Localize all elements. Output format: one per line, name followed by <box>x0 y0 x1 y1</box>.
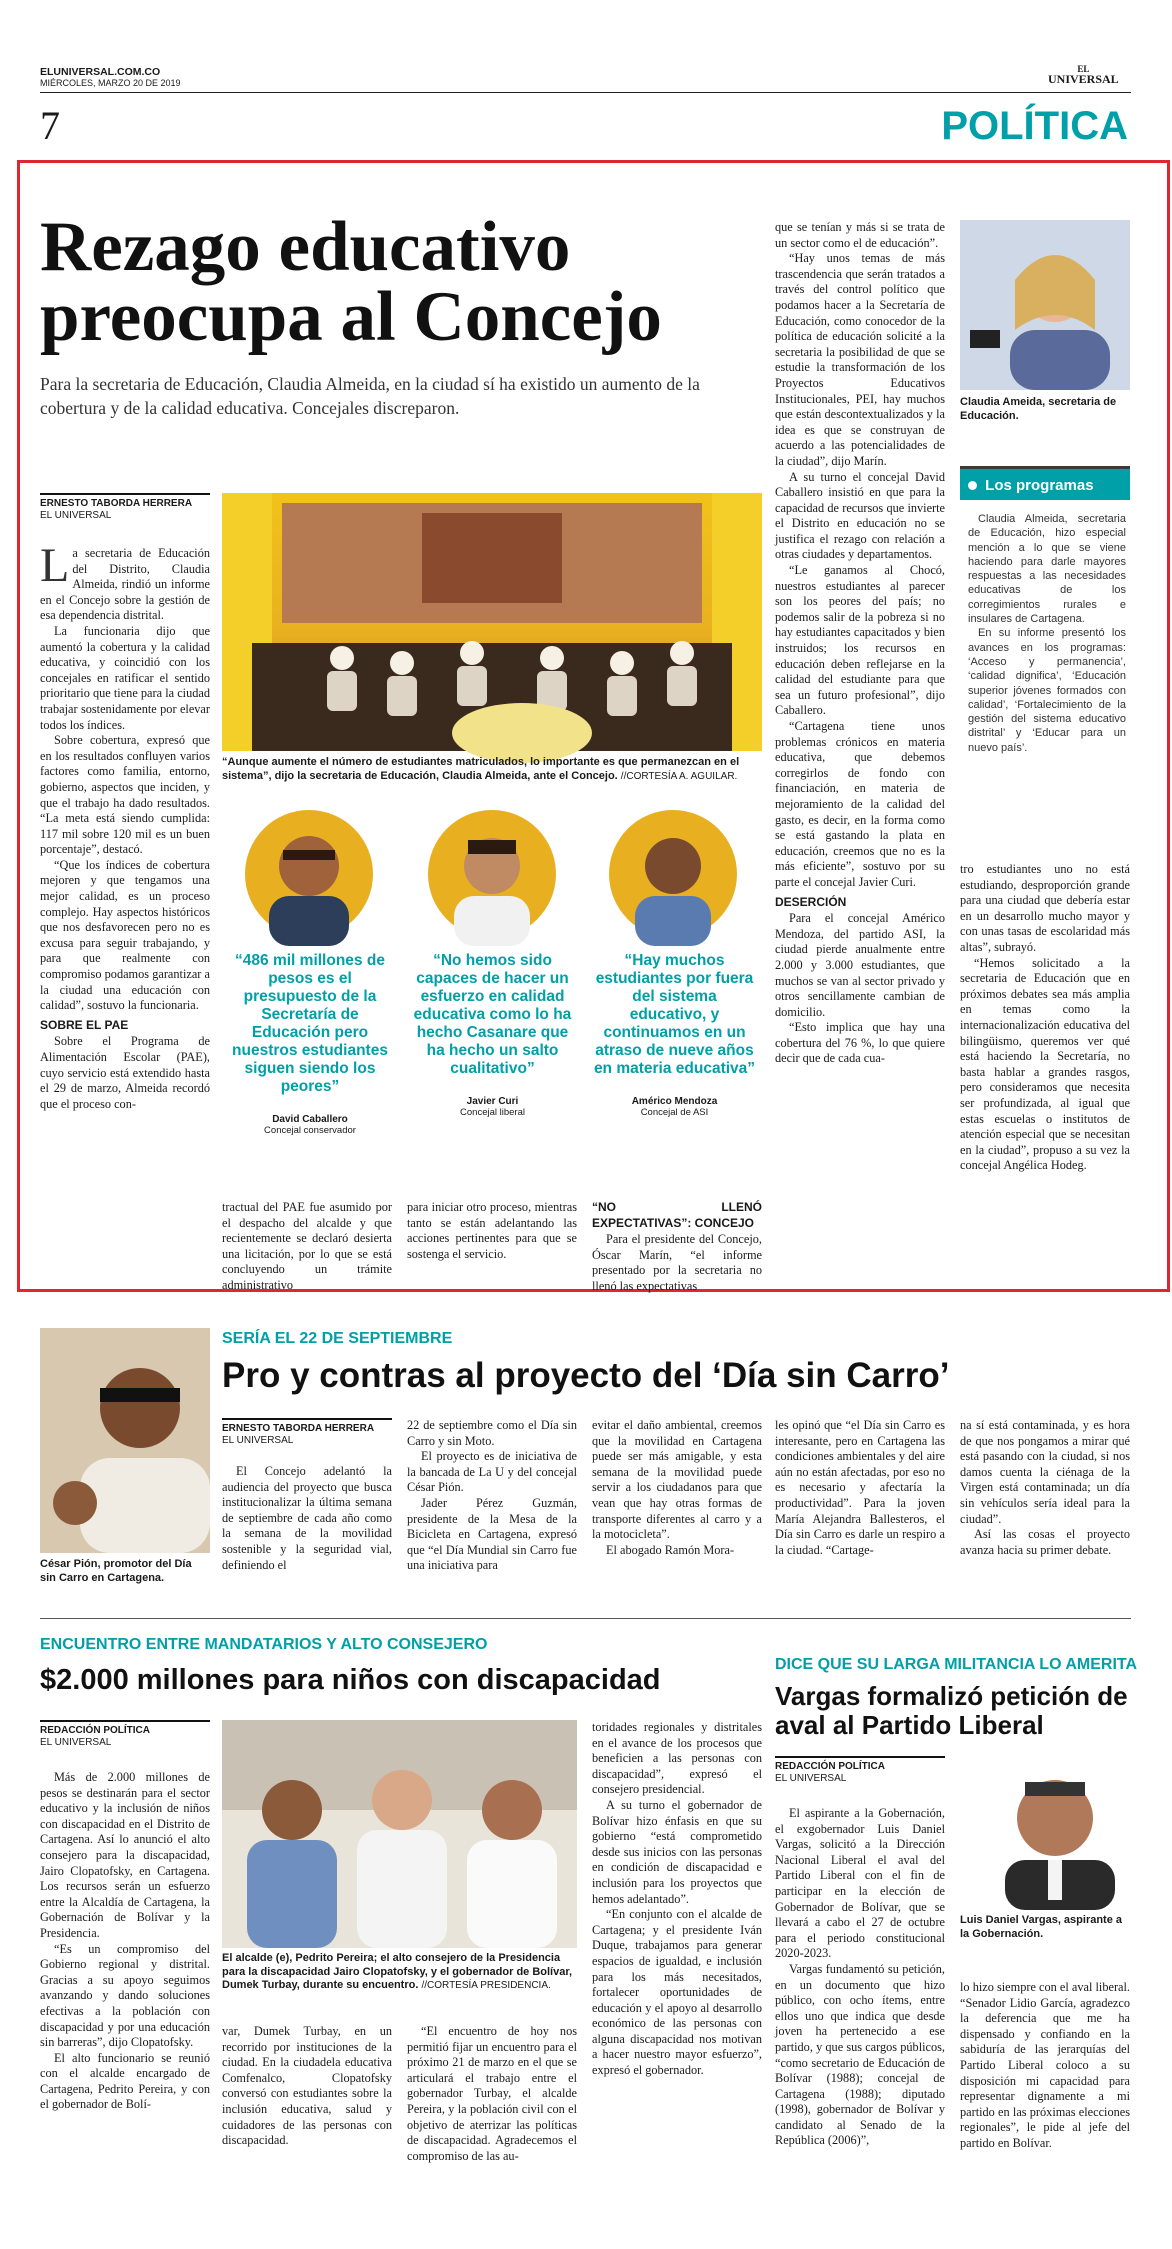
story3-byline <box>40 1720 210 1749</box>
lead-headline <box>40 208 760 356</box>
page-number: 7 <box>40 103 60 148</box>
officials-illustration <box>222 1720 577 1948</box>
portrait-curi <box>428 810 556 938</box>
programs-box-header <box>960 466 1130 500</box>
story4-kicker: DICE QUE SU LARGA MILITANCIA LO AMERITA <box>775 1656 1138 1673</box>
story3-kicker: ENCUENTRO ENTRE MANDATARIOS Y ALTO CONSEJERO <box>40 1636 488 1653</box>
issue-date: MIÉRCOLES, MARZO 20 DE 2019 <box>40 78 181 88</box>
paragraph: tractual del PAE fue asumido por el despacho del alcalde y que recientemente se declaró desierta una licitación, por lo que se está concluyendo un trámite administrativo <box>222 1200 392 1292</box>
paragraph: Jader Pérez Guzmán, presidente de la Mesa de la Bicicleta en Cartagena, expresó que “el Día Mundial sin Carro fue una iniciativa para <box>407 1495 577 1573</box>
lead-col4 <box>592 1200 762 1293</box>
quote-name: Javier Curi <box>466 1096 519 1107</box>
pion-photo <box>40 1328 210 1553</box>
concejo-session-photo <box>222 493 762 751</box>
byline-name: REDACCIÓN POLÍTICA <box>40 1725 150 1736</box>
paragraph: “Que los índices de cobertura mejoren y que tengamos una mejor calidad, es un proceso complejo. Hay aspectos históricos que nos desfavorecen pero no es excusa para seguir trabajando, y para que realmente con compromiso podamos garantizar a la ciudad una educación con calidad”, sostuvo la funcionaria. <box>40 857 210 1013</box>
lead-byline <box>40 493 210 522</box>
paragraph: “Le ganamos al Chocó, nuestros estudiantes al parecer son los peores del país; no podemos salir de la pobreza si no hay estudiantes capacitados y bien instruidos; los recursos en educación deben reflejarse en la calidad del estudiante para que sea un futuro profesional”, dijo Caballero. <box>775 563 945 718</box>
paragraph: El abogado Ramón Mora- <box>606 1542 735 1557</box>
story2-col2 <box>407 1418 577 1594</box>
lead-deck: Para la secretaria de Educación, Claudia Almeida, en la ciudad sí ha existido un aumento de la cobertura y de la calidad educativa. Concejales discreparon. <box>40 374 700 418</box>
paragraph: “El encuentro de hoy nos permitió fijar un encuentro para el próximo 21 de marzo en el que se articulará el trabajo entre el gobernador Turbay, el alcalde Pereira, y la población civil con el objetivo de aterrizar las políticas de discapacidad. Agradecemos el compromiso de las au- <box>407 2024 577 2163</box>
programs-box-body <box>968 512 1126 755</box>
header-rule <box>40 92 1131 93</box>
byline-name: REDACCIÓN POLÍTICA <box>775 1761 885 1772</box>
byline-name: ERNESTO TABORDA HERRERA <box>40 498 193 509</box>
paragraph: Para el presidente del Concejo, Óscar Marín, “el informe presentado por la secretaria no llenó las expectativas <box>592 1232 762 1293</box>
quote-role: Concejal liberal <box>460 1107 525 1118</box>
section-title: POLÍTICA <box>941 104 1128 148</box>
programs-box-title: Los programas <box>985 477 1094 494</box>
paragraph: A su turno el gobernador de Bolívar hizo énfasis en que su gobierno “está comprometido desde sus inicios con las personas en condición de discapacidad e inclusión para los proyectos que hemos adelantado”. <box>592 1797 762 1906</box>
concejo-session-illustration <box>222 493 762 751</box>
caption-text: El alcalde (e), Pedrito Pereira; el alto consejero de la Presidencia para la discapacidad Jairo Clopatofsky, y el gobernador de Bolívar, Dumek Turbay, durante su encuentro. <box>222 1952 573 1991</box>
lead-col2 <box>222 1200 392 1292</box>
paragraph: evitar el daño ambiental, creemos que la movilidad en Cartagena puede ser más amigable, y esta semana de la movilidad puede servir a los ciudadanos para que vean que hay otras formas de transporte diferentes al carro y a la motocicleta”. <box>592 1418 762 1542</box>
story2-col5 <box>960 1418 1130 1594</box>
officials-photo <box>222 1720 577 1948</box>
paragraph: Para el concejal Américo Mendoza, del partido ASI, la ciudad pierde anualmente entre 2.000 y 3.000 estudiantes, que muchos se van al sector privado y otros sencillamente cambian de domicilio. <box>775 911 945 1019</box>
paragraph: “Es un compromiso del Gobierno regional y distrital. Gracias a su apoyo seguimos avanzando y dando soluciones efectivas a la población con discapacidad y por una educación sin barreras”, dijo Clopatofsky. <box>40 1941 210 2050</box>
lead-col3 <box>407 1200 577 1280</box>
almeida-illustration <box>960 220 1130 390</box>
paragraph: En su informe presentó los avances en los programas: ‘Acceso y permanencia’, ‘calidad dignifica’, ‘Educación superior jóvenes formados con calidad’, ‘Fortalecimiento de la gestión del sistema educativo distrital’ y ‘Educar para un nuevo país’. <box>968 627 1126 754</box>
portrait-caballero <box>245 810 373 938</box>
quote-block-2 <box>410 952 575 1118</box>
lead-photo-caption <box>222 756 762 783</box>
paragraph: Sobre cobertura, expresó que en los resultados confluyen varios factores como familia, entorno, gobierno, aspectos que inciden, y que el trabajo ha dado resultados. “La meta está siendo cumplida: 117 mil sobre 120 mil es un buen porcentaje”, destacó. <box>40 733 210 857</box>
paragraph: El alto funcionario se reunió con el alcalde encargado de Cartagena, Pedrito Pereira, y con el gobernador de Bolí- <box>40 2050 210 2112</box>
subhead: “NO LLENÓ EXPECTATIVAS”: CONCEJO <box>592 1200 762 1230</box>
story2-byline <box>222 1418 392 1447</box>
paragraph: que se tenían y más si se trata de un sector como el de educación”. <box>775 220 945 250</box>
vargas-illustration <box>960 1756 1130 1910</box>
quote-block-1 <box>230 952 390 1136</box>
story3-col4 <box>592 1720 762 2240</box>
byline-name: ERNESTO TABORDA HERRERA <box>222 1423 375 1434</box>
paragraph: 22 de septiembre como el Día sin Carro y sin Moto. <box>407 1418 577 1448</box>
paragraph: “Cartagena tiene unos problemas crónicos en materia educativa, que debemos corregirlos de fondo con financiación, en materia de mejoramiento de la calidad del gasto, es decir, en la forma como se está gastando la plata en educación, creemos que no es la más eficiente”, sostuvo por su parte el concejal Javier Curi. <box>775 719 945 889</box>
paragraph: “Hemos solicitado a la secretaria de Educación que en próximos debates sea más amplia en temas como la internacionalización educativa del bilingüismo, queremos ver qué está haciendo la Secretaría, no basta hablar a grandes rasgos, pero consideramos que necesita ser profundizada, al igual que estas escuelas o institutos de atención especial que se necesitan en la ciudad”, propuso a su vez la concejal Angélica Hodeg. <box>960 955 1130 1173</box>
portrait-illustration <box>245 810 373 938</box>
paragraph: A su turno el concejal David Caballero insistió en que para la capacidad de recursos que invierte el Distrito en educación no se justifica el rezago con relación a otras ciudades y departamentos. <box>775 469 945 562</box>
vargas-caption: Luis Daniel Vargas, aspirante a la Gobernación. <box>960 1914 1123 1940</box>
vargas-photo <box>960 1756 1130 1910</box>
story-divider <box>40 1618 1131 1619</box>
paragraph: El proyecto es de iniciativa de la bancada de La U y del concejal César Pión. <box>407 1449 577 1495</box>
story4-byline <box>775 1756 945 1785</box>
photo-credit: //CORTESÍA A. AGUILAR. <box>620 770 738 782</box>
lead-col1 <box>40 539 210 1282</box>
byline-outlet: EL UNIVERSAL <box>775 1773 847 1784</box>
paragraph: les opinó que “el Día sin Carro es interesante, pero en Cartagena las condiciones ambientales y del aire aún no están afectadas, por eso no es necesario y afectaría la productividad”. Para la joven María Alejandra Ballesteros, el Día sin Carro es darle un respiro a la ciudad. “Cartage- <box>775 1418 945 1557</box>
photo-credit: //CORTESÍA PRESIDENCIA. <box>421 1980 551 1991</box>
quote-text: “No hemos sido capaces de hacer un esfuerzo en calidad educativa como lo ha hecho Casanare que ha hecho un salto cualitativo” <box>413 952 572 1077</box>
lead-col5 <box>775 220 945 1282</box>
byline-outlet: EL UNIVERSAL <box>40 510 112 521</box>
quote-name: Américo Mendoza <box>631 1096 718 1107</box>
story3-col2 <box>222 2024 392 2240</box>
pion-illustration <box>40 1328 210 1553</box>
portrait-illustration <box>609 810 737 938</box>
story2-col3 <box>592 1418 762 1594</box>
lead-dropcap: L <box>40 539 70 592</box>
quote-block-3 <box>592 952 757 1118</box>
story2-col4 <box>775 1418 945 1594</box>
newspaper-logo <box>1048 64 1119 84</box>
pion-caption: César Pión, promotor del Día sin Carro en Cartagena. <box>40 1558 192 1584</box>
lead-headline-line1: Rezago educativo <box>40 208 571 286</box>
portrait-illustration <box>428 810 556 938</box>
paragraph: toridades regionales y distritales en el avance de los procesos que beneficien a las personas con discapacidad”, expresó el consejero presidencial. <box>592 1720 762 1797</box>
byline-outlet: EL UNIVERSAL <box>222 1435 294 1446</box>
paragraph: Más de 2.000 millones de pesos se destinarán para el sector educativo y la inclusión de niños con discapacidad en el Distrito de Cartagena. Así lo anunció el alto consejero para la discapacidad, Jairo Clopatofsky, en Cartagena. Los recursos serán un esfuerzo entre la Alcaldía de Cartagena, la Gobernación de Bolívar y la Presidencia. <box>40 1770 210 1940</box>
logo-bottom: UNIVERSAL <box>1048 72 1119 86</box>
paragraph: El Concejo adelantó la audiencia del proyecto que busca institucionalizar la última semana de septiembre de cada año como la semana de la movilidad sostenible y la seguridad vial, definiendo el <box>222 1464 392 1572</box>
story2-kicker: SERÍA EL 22 DE SEPTIEMBRE <box>222 1330 453 1347</box>
story3-col1 <box>40 1770 210 2240</box>
paragraph: para iniciar otro proceso, mientras tanto se están adelantando las acciones pertinentes para que se sostenga el servicio. <box>407 1200 577 1261</box>
paragraph: “En conjunto con el alcalde de Cartagena; y el presidente Iván Duque, trabajamos para generar espacios de igualdad, e inclusión para los más necesitados, fortalecer oportunidades de educación y el apoyo al desarrollo económico de las personas con alguna discapacidad nos motivan a hacer nuestro mayor esfuerzo”, expresó el gobernador. <box>592 1907 762 2078</box>
paragraph: El aspirante a la Gobernación, el exgobernador Luis Daniel Vargas, solicitó a la Dirección Nacional Liberal el aval del Partido Liberal con el fin de participar en la elección de Gobernador de Bolívar, que se llevará a cabo el 27 de octubre para el periodo constitucional 2020-2023. <box>775 1806 945 1961</box>
almeida-photo <box>960 220 1130 390</box>
portrait-mendoza <box>609 810 737 938</box>
quote-role: Concejal conservador <box>264 1125 356 1136</box>
story4-col1 <box>775 1806 945 2240</box>
paragraph: Claudia Almeida, secretaria de Educación, hizo especial mención a lo que se viene haciendo para darle mayores respuestas a las necesidades educativas de los corregimientos rurales e insulares de Cartagena. <box>968 513 1126 626</box>
officials-caption <box>222 1952 577 1993</box>
subhead: DESERCIÓN <box>775 894 847 909</box>
paragraph: a secretaria de Educación del Distrito, Claudia Almeida, rindió un informe en el Concejo sobre la gestión de esa dependencia distrital. <box>40 546 210 623</box>
paragraph: Sobre el Programa de Alimentación Escolar (PAE), cuyo servicio está extendido hasta el 29 de marzo, Almeida recordó que el proceso con- <box>40 1034 210 1111</box>
site-url: ELUNIVERSAL.COM.CO <box>40 66 161 78</box>
paragraph: “Esto implica que hay una cobertura del 76 %, lo que quiere decir que de cada cua- <box>775 1020 945 1066</box>
lead-headline-line2: preocupa al Concejo <box>40 278 662 356</box>
story2-headline: Pro y contras al proyecto del ‘Día sin Carro’ <box>222 1356 950 1395</box>
bullet-dot-icon <box>968 481 977 490</box>
quote-text: “Hay muchos estudiantes por fuera del sistema educativo, y continuamos en un atraso de nueve años en materia educativa” <box>593 952 756 1077</box>
paragraph: Así las cosas el proyecto avanza hacia su primer debate. <box>960 1527 1130 1557</box>
paragraph: La funcionaria dijo que aumentó la cobertura y la calidad educativa, y coincidió con los concejales en ratificar el sentido prioritario que tiene para la ciudad trabajar sostenidamente por elevar todos los índices. <box>40 623 210 732</box>
paragraph: Vargas fundamentó su petición, en un documento que hizo público, con ocho ítems, entre ellos uno que indica que desde joven ha pertenecido a ese partido, y que sus cargos públicos, “como secretario de Educación de Bolívar (1988); concejal de Cartagena (1988); diputado (1998), gobernador de Bolívar y candidato al Senado de la República (2006)”, <box>775 1961 945 2148</box>
paragraph: “Hay unos temas de más trascendencia que serán tratados a través del control político que podamos hacer a la Secretaría de Educación, como conocedor de la política de educación solicité a la secretaria la posibilidad de que se estudie la transformación de los Proyectos Educativos Institucionales, PEI, hay muchos que están descontextualizados y la idea es que se construyan de acuerdo a las potencialidades de la ciudad”, dijo Marín. <box>775 251 945 468</box>
byline-outlet: EL UNIVERSAL <box>40 1737 112 1748</box>
paragraph: lo hizo siempre con el aval liberal. “Senador Lidio García, agradezco la deferencia que me ha dispensado y confiando en la sabiduría de las jerarquías del Partido Liberal coloco a su disposición mi capacidad para representar dignamente a mi partido en las próximas elecciones regionales”, le pide al jefe del partido en Bolívar. <box>960 1980 1130 2150</box>
paragraph: tro estudiantes uno no está estudiando, desproporción grande para una ciudad que debería estar en un desarrollo mucho mayor y con unas tasas de escolaridad más altas”, subrayó. <box>960 862 1130 954</box>
quote-text: “486 mil millones de pesos es el presupuesto de la Secretaría de Educación pero nuestros estudiantes siguen siendo los peores” <box>232 952 388 1095</box>
quote-role: Concejal de ASI <box>640 1107 709 1118</box>
paragraph: na sí está contaminada, y es hora de que nos pongamos a mirar qué está pasando con la ciudad, si nos damos cuenta la ciénaga de la Virgen está contaminada; un día sin vehículos sería ideal para la ciudad”. <box>960 1418 1130 1526</box>
story3-headline: $2.000 millones para niños con discapacidad <box>40 1664 661 1696</box>
caption-text: “Aunque aumente el número de estudiantes matriculados, lo importante es que permanezcan en el sistema”, dijo la secretaria de Educación, Claudia Almeida, ante el Concejo. <box>222 756 740 782</box>
logo-top: EL <box>1077 64 1090 74</box>
paragraph: var, Dumek Turbay, en un recorrido por instituciones de la ciudad. En la ciudadela educativa Comfenalco, Clopatofsky conversó con estudiantes sobre la inclusión educativa, salud y cuidadores de las personas con discapacidad. <box>222 2024 392 2148</box>
subhead: SOBRE EL PAE <box>40 1017 129 1032</box>
story2-col1 <box>222 1464 392 1594</box>
story4-headline: Vargas formalizó petición de aval al Partido Liberal <box>775 1681 1128 1740</box>
lead-col6 <box>960 862 1130 1282</box>
story4-col2 <box>960 1980 1130 2240</box>
almeida-caption: Claudia Ameida, secretaria de Educación. <box>960 396 1117 422</box>
story3-col3 <box>407 2024 577 2240</box>
quote-name: David Caballero <box>272 1114 348 1125</box>
